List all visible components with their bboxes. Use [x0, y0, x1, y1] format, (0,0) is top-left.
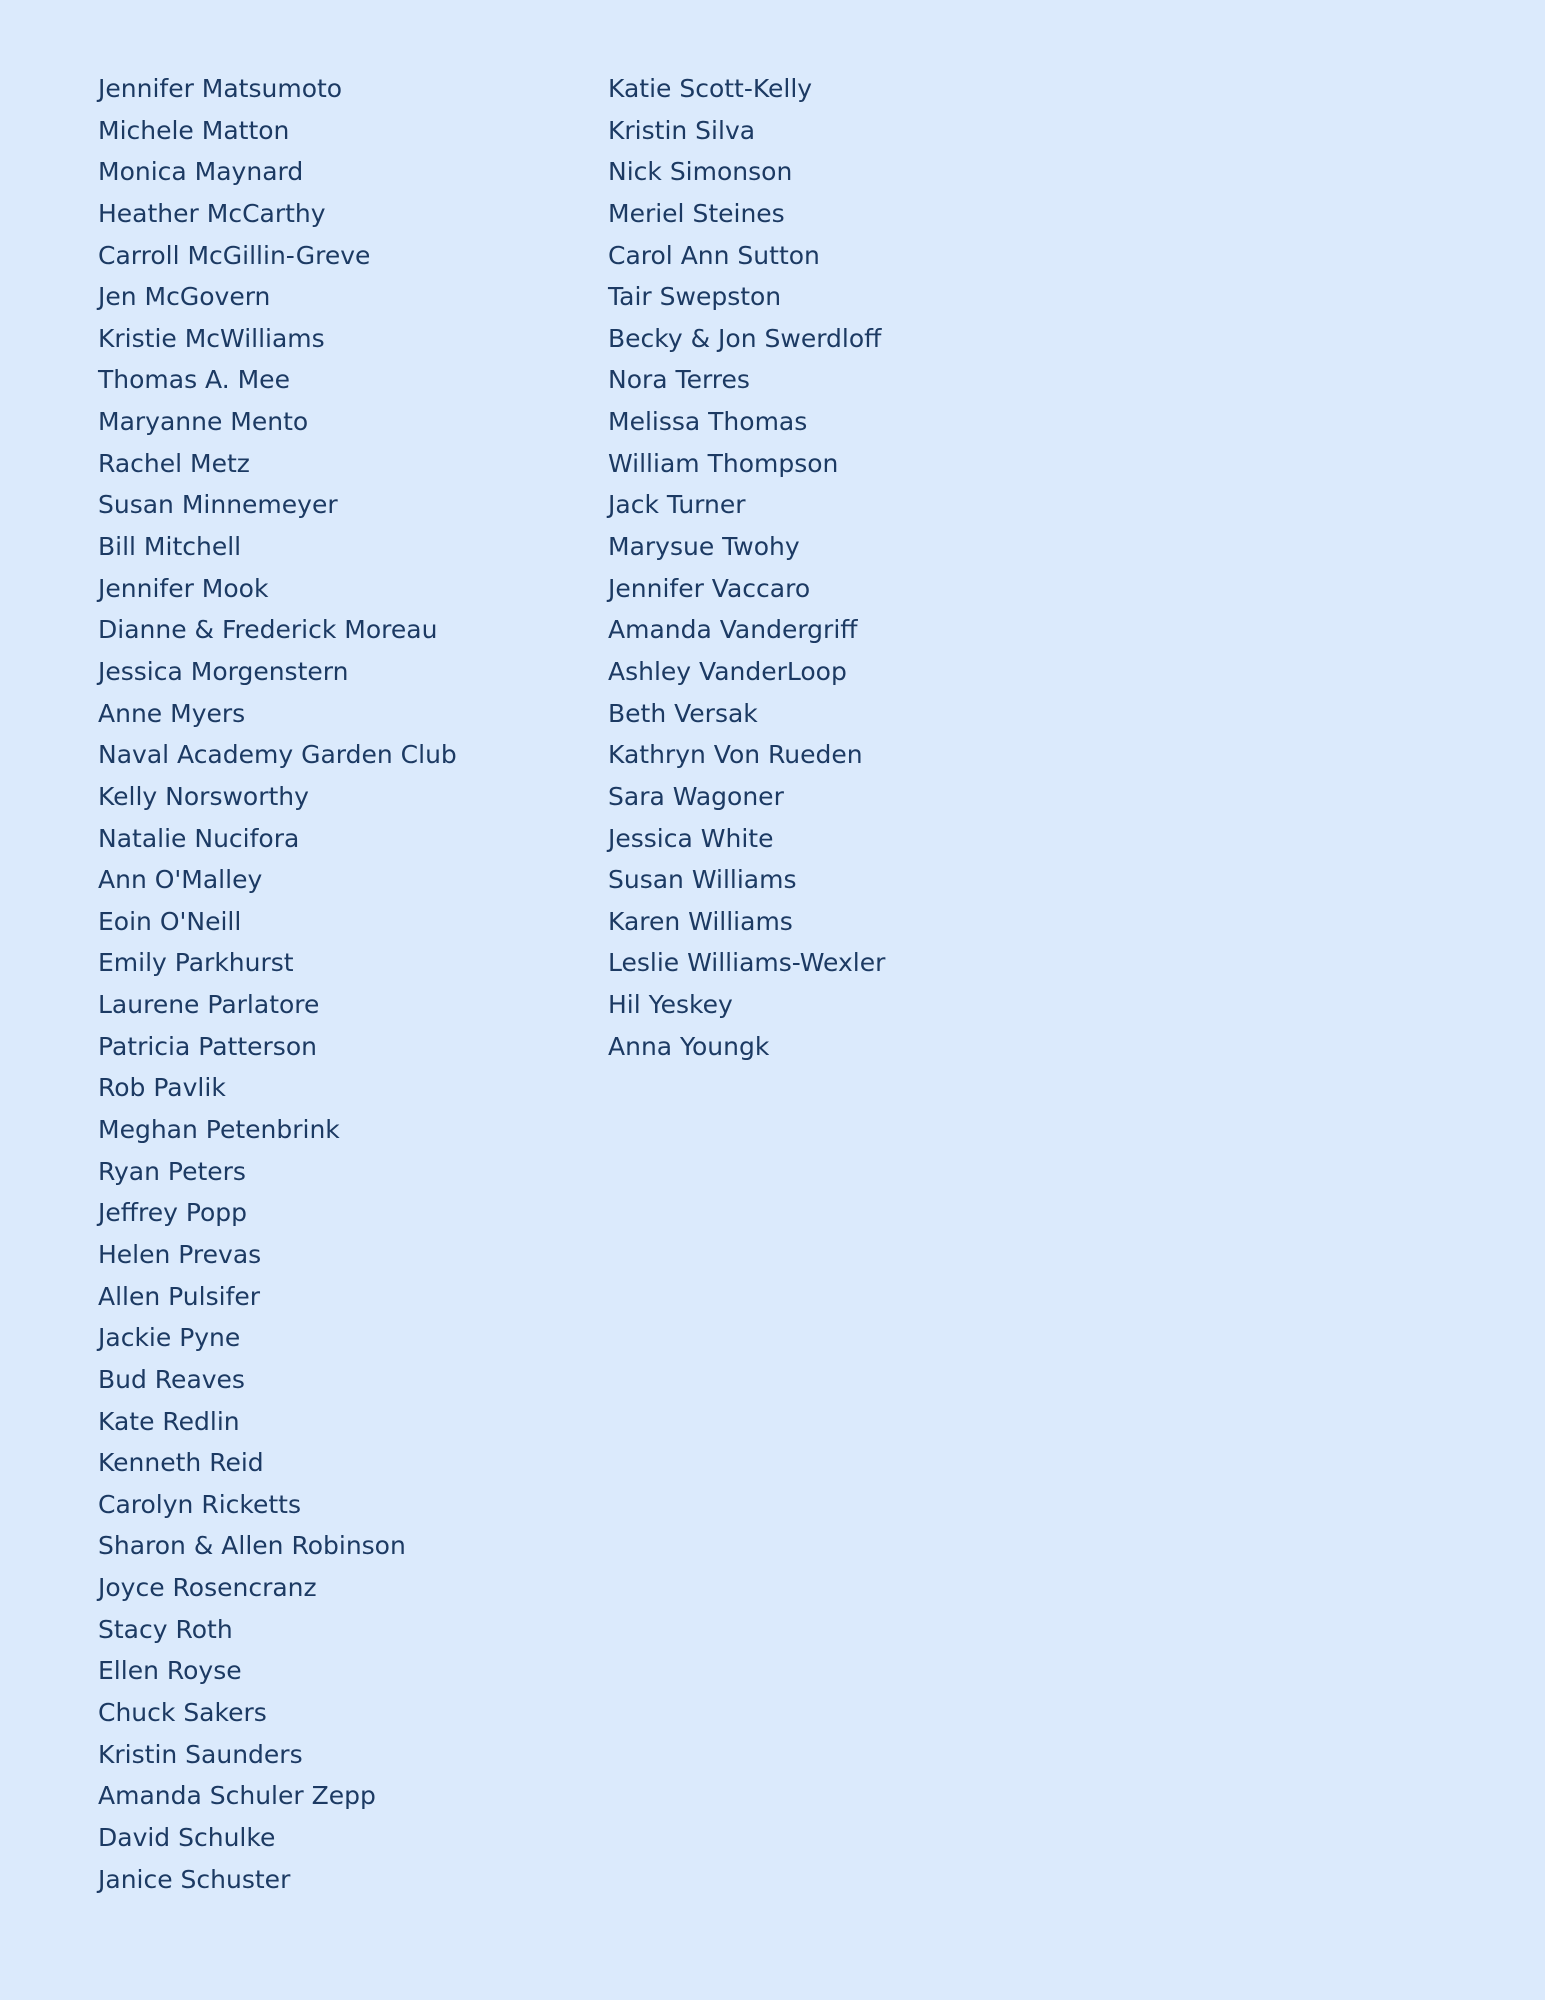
name-entry: Jessica Morgenstern [98, 656, 349, 686]
name-column-left [98, 68, 608, 1900]
name-entry: Beth Versak [608, 698, 758, 728]
name-entry: Kate Redlin [98, 1406, 240, 1436]
name-entry: Thomas A. Mee [98, 365, 290, 395]
name-entry: Amanda Vandergriff [608, 615, 858, 645]
name-entry: Jennifer Matsumoto [98, 74, 343, 103]
name-entry: Ann O'Malley [98, 865, 263, 895]
name-entry: Ellen Royse [98, 1656, 242, 1686]
name-entry: Katie Scott-Kelly [608, 74, 813, 103]
name-entry: Heather McCarthy [98, 198, 326, 228]
name-column-right [608, 68, 1108, 1900]
name-entry: Carroll McGillin-Greve [98, 240, 371, 270]
name-entry: Carol Ann Sutton [608, 240, 820, 270]
name-entry: Dianne & Frederick Moreau [98, 615, 438, 645]
name-entry: Meghan Petenbrink [98, 1115, 340, 1145]
name-entry: Kristin Saunders [98, 1739, 303, 1769]
name-entry: Anna Youngk [608, 1031, 770, 1061]
name-entry: Amanda Schuler Zepp [98, 1781, 376, 1811]
name-entry: William Thompson [608, 448, 839, 478]
name-entry: Laurene Parlatore [98, 990, 320, 1020]
name-entry: Nick Simonson [608, 157, 793, 187]
name-entry: Jack Turner [608, 490, 746, 520]
name-entry: Chuck Sakers [98, 1697, 267, 1727]
name-entry: Anne Myers [98, 698, 246, 728]
name-entry: Allen Pulsifer [98, 1281, 261, 1311]
name-entry: Jackie Pyne [98, 1323, 241, 1353]
name-entry: Janice Schuster [98, 1864, 291, 1894]
name-entry: Leslie Williams-Wexler [608, 948, 886, 978]
name-entry: Sara Wagoner [608, 781, 784, 811]
name-entry: Jen McGovern [98, 282, 271, 312]
name-entry: Carolyn Ricketts [98, 1489, 301, 1519]
name-entry: Becky & Jon Swerdloff [608, 323, 882, 353]
name-entry: Hil Yeskey [608, 990, 733, 1020]
name-entry: Bill Mitchell [98, 532, 242, 562]
name-entry: Susan Minnemeyer [98, 490, 338, 520]
name-entry: Melissa Thomas [608, 407, 808, 437]
name-entry: Sharon & Allen Robinson [98, 1531, 406, 1561]
name-entry: Ashley VanderLoop [608, 656, 847, 686]
name-entry: Rachel Metz [98, 448, 250, 478]
name-entry: Maryanne Mento [98, 407, 309, 437]
name-entry: Naval Academy Garden Club [98, 740, 457, 770]
name-entry: David Schulke [98, 1822, 276, 1852]
name-entry: Helen Prevas [98, 1239, 262, 1269]
name-entry: Meriel Steines [608, 198, 785, 228]
name-entry: Tair Swepston [608, 282, 782, 312]
name-entry: Nora Terres [608, 365, 750, 395]
name-entry: Kathryn Von Rueden [608, 740, 863, 770]
name-entry: Natalie Nucifora [98, 823, 300, 853]
name-entry: Jeffrey Popp [98, 1198, 248, 1228]
name-list [98, 68, 1108, 1900]
name-entry: Joyce Rosencranz [98, 1573, 317, 1603]
name-entry: Michele Matton [98, 115, 290, 145]
name-entry: Kristie McWilliams [98, 323, 325, 353]
name-entry: Susan Williams [608, 865, 797, 895]
name-entry: Patricia Patterson [98, 1031, 317, 1061]
name-entry: Emily Parkhurst [98, 948, 294, 978]
name-entry: Jessica White [608, 823, 774, 853]
name-entry: Jennifer Mook [98, 573, 269, 603]
name-entry: Stacy Roth [98, 1614, 233, 1644]
name-entry: Rob Pavlik [98, 1073, 226, 1103]
name-entry: Eoin O'Neill [98, 906, 242, 936]
name-entry: Monica Maynard [98, 157, 304, 187]
name-entry: Kelly Norsworthy [98, 781, 309, 811]
name-entry: Bud Reaves [98, 1364, 245, 1394]
name-entry: Marysue Twohy [608, 532, 800, 562]
name-entry: Ryan Peters [98, 1156, 246, 1186]
name-entry: Kristin Silva [608, 115, 756, 145]
name-entry: Kenneth Reid [98, 1448, 264, 1478]
name-entry: Jennifer Vaccaro [608, 573, 811, 603]
name-entry: Karen Williams [608, 906, 793, 936]
